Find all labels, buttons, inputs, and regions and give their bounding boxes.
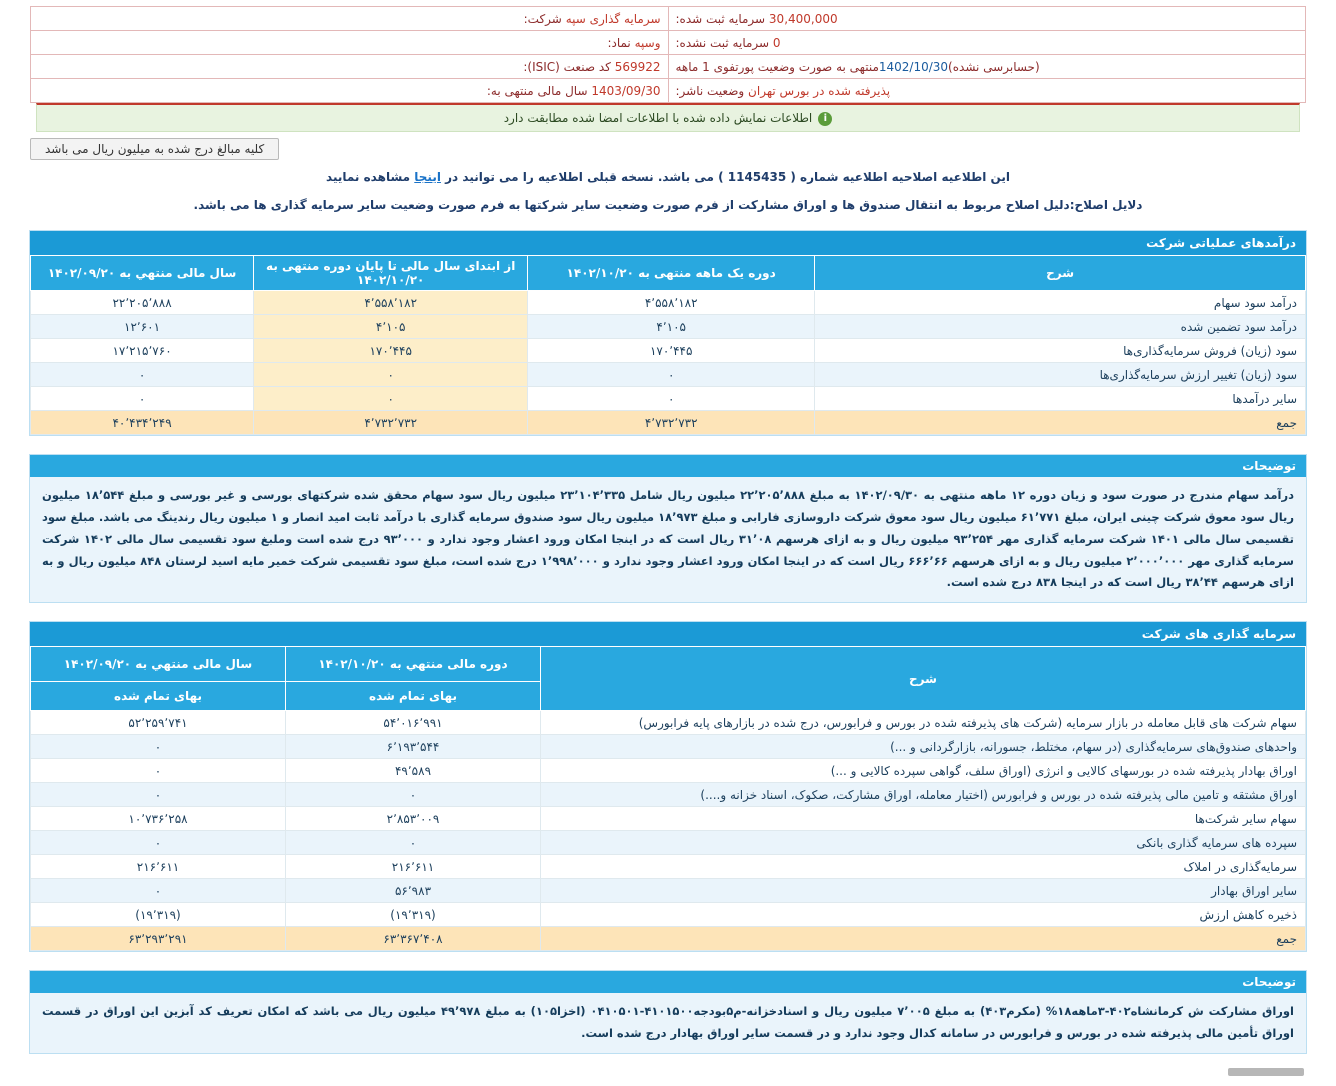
operating-income-section (29, 230, 1307, 436)
operating-income-description (29, 454, 1307, 603)
col-fy-cost: بهای تمام شده (31, 682, 286, 711)
col-fiscal-year: سال مالی منتهي به ۱۴۰۲/۰۹/۲۰ (31, 256, 254, 291)
company-info-table (30, 6, 1306, 103)
col-desc: شرح (815, 256, 1306, 291)
report-page (0, 6, 1336, 1076)
table-row (31, 363, 1306, 387)
correction-notice (30, 170, 1306, 184)
row-value-period: ۵۴٬۰۱۶٬۹۹۱ (286, 711, 541, 735)
col-period-cost: بهای تمام شده (286, 682, 541, 711)
row-label: ذخیره کاهش ارزش (541, 903, 1306, 927)
row-value-one-month: ۴٬۵۵۸٬۱۸۲ (528, 291, 815, 315)
row-value-one-month: ۰ (528, 363, 815, 387)
description-text: درآمد سهام مندرج در صورت سود و زیان دوره ۱۲ ماهه منتهی به ۱۴۰۲/۰۹/۳۰ به مبلغ ۲۲٬۲۰۵٬۸۸۸ میلیون ریال شامل ۲۳٬۱۰۴٬۳۳۵ میلیون ریال سود سهام محقق شده شرکتهای بورسی و غیر بورسی و مبلغ ۱۸٬۵۴۴ میلیون ریال سود معوق شرکت چینی ایران، مبلغ ۶۱٬۷۷۱ میلیون ریال سود معوق شرکت داروسازی فارابی و مبلغ ۱۸٬۹۷۳ میلیون ریال سود صندوق سرمایه گذاری با درآمد ثابت امید انصار و ۱ میلیون ریال رندینگ می باشد. مبلغ سود تقسیمی سال مالی ۱۴۰۱ شرکت سرمایه گذاری مهر ۹۳٬۲۵۴ میلیون ریال و به ازای هرسهم ۳۱٬۰۸ ریال است که در اینجا امکان ورود اعشار وجود ندارد و ۹۳٬۰۰۰ درج شده است وملبغ سود تقسیمی سال مالی ۱۴۰۲ شرکت سرمایه گذاری مهر ۲٬۰۰۰٬۰۰۰ میلیون ریال و به ازای هرسهم ۶۶۶٬۶۶ ریال است که در اینجا امکان ورود اعشار وجود ندارد و ۱٬۹۹۸٬۰۰۰ درج شده است، مبلغ سود تقسیمی شرکت خمیر مایه اسید لرستان ۸۴۸ میلیون ریال و به ازای هرسهم ۳۸٬۴۴ ریال است که در اینجا ۸۳۸ درج شده است. (30, 477, 1306, 602)
table-row (31, 879, 1306, 903)
row-value-ytd: ۴٬۵۵۸٬۱۸۲ (254, 291, 528, 315)
table-row (31, 903, 1306, 927)
total-one-month: ۴٬۷۳۲٬۷۳۲ (528, 411, 815, 435)
issuer-status-value: پذیرفته شده در بورس تهران (748, 83, 891, 98)
registered-capital-label: سرمایه ثبت شده: (675, 11, 766, 26)
table-row (31, 735, 1306, 759)
operating-income-title: درآمدهای عملیاتی شرکت (30, 231, 1306, 255)
info-row (31, 79, 1306, 103)
investments-table (30, 646, 1306, 951)
signature-match-notice (36, 103, 1300, 132)
row-value-period: ۴۹٬۵۸۹ (286, 759, 541, 783)
col-one-month: دوره یک ماهه منتهی به ۱۴۰۲/۱۰/۲۰ (528, 256, 815, 291)
row-label: سپرده های سرمایه گذاری بانکی (541, 831, 1306, 855)
correction-reason: دلایل اصلاح:دلیل اصلاح مربوط به انتقال صندوق ها و اوراق مشارکت از فرم صورت وضعیت سایر شرکتها به فرم صورت وضعیت سایر سرمایه گذاری ها می باشد. (193, 198, 1143, 212)
unregistered-capital-cell (668, 31, 1306, 55)
row-value-fy: ۰ (31, 783, 286, 807)
table-row (31, 339, 1306, 363)
horizontal-scrollbar[interactable] (30, 1068, 1306, 1076)
row-value-fy: ۰ (31, 387, 254, 411)
row-value-fy: ۲۲٬۲۰۵٬۸۸۸ (31, 291, 254, 315)
symbol-cell (31, 31, 669, 55)
row-value-period: ۰ (286, 831, 541, 855)
notice-text: اطلاعات نمایش داده شده با اطلاعات امضا شده مطابقت دارد (503, 111, 813, 125)
row-value-ytd: ۱۷۰٬۴۴۵ (254, 339, 528, 363)
total-period: ۶۳٬۳۶۷٬۴۰۸ (286, 927, 541, 951)
row-value-fy: ۱۰٬۷۳۶٬۲۵۸ (31, 807, 286, 831)
table-total-row (31, 411, 1306, 435)
row-value-one-month: ۰ (528, 387, 815, 411)
amount-unit-note: کلیه مبالغ درج شده به میلیون ریال می باشد (30, 138, 279, 160)
company-name-value: سرمایه گذاری سپه (565, 11, 661, 26)
col-period: دوره مالی منتهي به ۱۴۰۲/۱۰/۲۰ (286, 647, 541, 682)
table-header-row (31, 256, 1306, 291)
unregistered-capital-label: سرمایه ثبت نشده: (675, 35, 770, 50)
fiscal-year-value: 1403/09/30 (591, 83, 661, 98)
table-row (31, 831, 1306, 855)
table-row (31, 807, 1306, 831)
row-label: درآمد سود تضمین شده (815, 315, 1306, 339)
investments-title: سرمایه گذاری های شرکت (30, 622, 1306, 646)
fiscal-year-label: سال مالی منتهی به: (486, 83, 588, 98)
row-value-period: ۲٬۸۵۳٬۰۰۹ (286, 807, 541, 831)
row-value-ytd: ۰ (254, 387, 528, 411)
registered-capital-value: 30,400,000 (768, 11, 838, 26)
issuer-status-cell (668, 79, 1306, 103)
total-fy: ۴۰٬۴۳۴٬۲۴۹ (31, 411, 254, 435)
description-text: اوراق مشارکت ش کرمانشاه۴۰۲-۳ماهه۱۸% (مکرم۴۰۳) به مبلغ ۷٬۰۰۵ میلیون ریال و اسنادخزانه-م۵بودجه۴۱۰۱۵۰۰-۰۴۱۰۵۰۱ (اخزا۱۰۵) به مبلغ ۴۹٬۹۷۸ میلیون ریال می باشد که امکان تعریف کد آبزین این اوراق در قسمت اوراق تأمین مالی پذیرفته شده در بورس و فرابورس در سامانه کدال وجود ندارد و در قسمت سایر اوراق بهادار درج شده است. (30, 993, 1306, 1053)
row-value-fy: ۱۷٬۲۱۵٬۷۶۰ (31, 339, 254, 363)
previous-version-link[interactable]: اینجا (414, 170, 441, 184)
isic-label: کد صنعت (ISIC): (523, 59, 611, 74)
table-row (31, 855, 1306, 879)
row-label: سرمایه‌گذاری در املاک (541, 855, 1306, 879)
fiscal-year-cell (31, 79, 669, 103)
row-value-period: (۱۹٬۳۱۹) (286, 903, 541, 927)
total-label: جمع (541, 927, 1306, 951)
row-value-fy: ۵۲٬۲۵۹٬۷۴۱ (31, 711, 286, 735)
col-desc: شرح (541, 647, 1306, 711)
row-value-fy: ۰ (31, 363, 254, 387)
row-value-fy: ۲۱۶٬۶۱۱ (31, 855, 286, 879)
row-value-fy: ۰ (31, 735, 286, 759)
portfolio-period-cell (668, 55, 1306, 79)
row-value-fy: (۱۹٬۳۱۹) (31, 903, 286, 927)
isic-value: 569922 (614, 59, 661, 74)
info-row (31, 31, 1306, 55)
info-icon: i (818, 112, 832, 126)
info-row (31, 7, 1306, 31)
table-header-row (31, 647, 1306, 682)
row-value-period: ۵۶٬۹۸۳ (286, 879, 541, 903)
row-label: واحدهای صندوق‌های سرمایه‌گذاری (در سهام، مختلط، جسورانه، بازارگردانی و ...) (541, 735, 1306, 759)
row-label: اوراق مشتقه و تامین مالی پذیرفته شده در بورس و فرابورس (اختیار معامله، اوراق مشارکت، صکوک، اسناد خزانه و....) (541, 783, 1306, 807)
row-value-one-month: ۴٬۱۰۵ (528, 315, 815, 339)
table-row (31, 315, 1306, 339)
symbol-value: وسپه (634, 35, 661, 50)
row-value-fy: ۱۲٬۶۰۱ (31, 315, 254, 339)
portfolio-period-date: 1402/10/30 (878, 59, 949, 74)
row-value-ytd: ۴٬۱۰۵ (254, 315, 528, 339)
row-value-period: ۰ (286, 783, 541, 807)
company-name-label: شرکت: (523, 11, 562, 26)
issuer-status-label: وضعیت ناشر: (675, 83, 745, 98)
operating-income-table (30, 255, 1306, 435)
correction-text-part2: مشاهده نمایید (326, 170, 411, 184)
correction-text-part1: این اطلاعیه اصلاحیه اطلاعیه شماره ( 1145435 ) می باشد. نسخه قبلی اطلاعیه را می توانید در (445, 170, 1010, 184)
row-label: سهام شرکت های قابل معامله در بازار سرمایه (شرکت های پذیرفته شده در بورس و فرابورس، درج شده در بازارهای پایه فرابورس) (541, 711, 1306, 735)
row-label: سود (زیان) تغییر ارزش سرمایه‌گذاری‌ها (815, 363, 1306, 387)
unregistered-capital-value: 0 (772, 35, 781, 50)
row-label: درآمد سود سهام (815, 291, 1306, 315)
amount-note-wrapper (30, 138, 1306, 160)
description-title: توضیحات (30, 455, 1306, 477)
row-value-fy: ۰ (31, 759, 286, 783)
symbol-label: نماد: (607, 35, 631, 50)
col-fiscal-year: سال مالی منتهي به ۱۴۰۲/۰۹/۲۰ (31, 647, 286, 682)
row-label: سود (زیان) فروش سرمایه‌گذاری‌ها (815, 339, 1306, 363)
total-ytd: ۴٬۷۳۲٬۷۳۲ (254, 411, 528, 435)
company-name-cell (31, 7, 669, 31)
investments-section (29, 621, 1307, 952)
row-value-fy: ۰ (31, 831, 286, 855)
isic-cell (31, 55, 669, 79)
row-value-ytd: ۰ (254, 363, 528, 387)
total-fy: ۶۳٬۲۹۳٬۲۹۱ (31, 927, 286, 951)
scrollbar-thumb[interactable] (1228, 1068, 1304, 1076)
row-value-period: ۶٬۱۹۳٬۵۴۴ (286, 735, 541, 759)
row-value-one-month: ۱۷۰٬۴۴۵ (528, 339, 815, 363)
row-label: سایر اوراق بهادار (541, 879, 1306, 903)
portfolio-period-mid: منتهی به (836, 59, 879, 74)
info-row (31, 55, 1306, 79)
row-label: سایر درآمدها (815, 387, 1306, 411)
row-value-period: ۲۱۶٬۶۱۱ (286, 855, 541, 879)
table-row (31, 783, 1306, 807)
registered-capital-cell (668, 7, 1306, 31)
row-value-fy: ۰ (31, 879, 286, 903)
row-label: سهام سایر شرکت‌ها (541, 807, 1306, 831)
table-row (31, 387, 1306, 411)
portfolio-period-suffix: (حسابرسی نشده) (948, 59, 1040, 74)
row-label: اوراق بهادار پذیرفته شده در بورسهای کالایی و انرژی (اوراق سلف، گواهی سپرده کالایی و ...) (541, 759, 1306, 783)
total-label: جمع (815, 411, 1306, 435)
investments-description (29, 970, 1307, 1054)
table-total-row (31, 927, 1306, 951)
col-year-to-date: از ابتدای سال مالی تا پایان دوره منتهی به ۱۴۰۲/۱۰/۲۰ (254, 256, 528, 291)
table-row (31, 291, 1306, 315)
table-row (31, 711, 1306, 735)
portfolio-period-label: صورت وضعیت پورتفوی 1 ماهه (675, 59, 833, 74)
table-row (31, 759, 1306, 783)
description-title: توضیحات (30, 971, 1306, 993)
